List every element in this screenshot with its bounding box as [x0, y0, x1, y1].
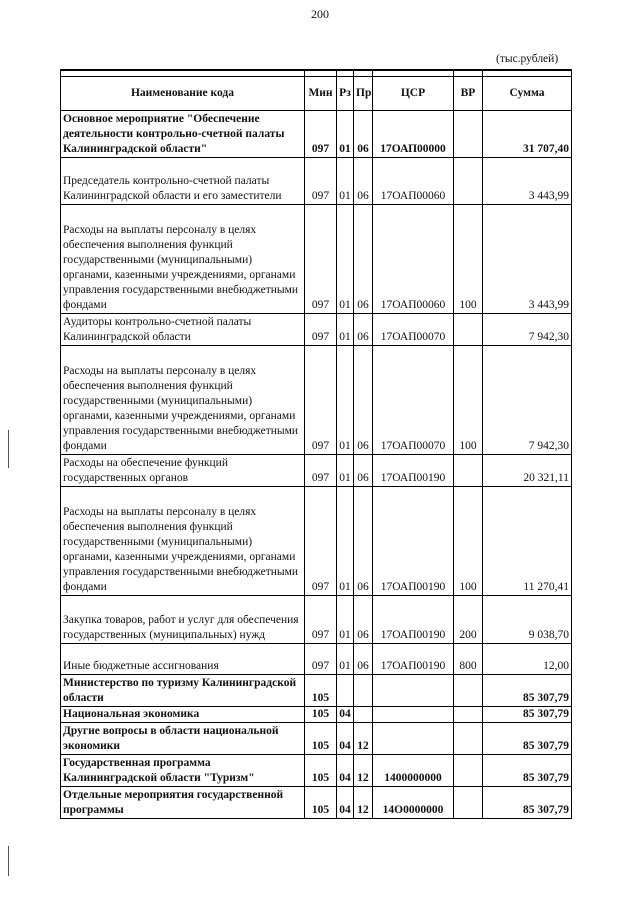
row-vr: [454, 755, 483, 787]
row-rz: [337, 675, 354, 707]
table-row: [61, 346, 572, 455]
row-csr: 17ОАП00000: [373, 111, 454, 158]
row-csr: 17ОАП00190: [373, 644, 454, 675]
table-row: [61, 644, 572, 675]
row-name: Отдельные мероприятия государственной программы: [61, 787, 305, 819]
row-pr: 12: [354, 723, 373, 755]
row-rz: 01: [337, 644, 354, 675]
row-rz: 01: [337, 346, 354, 455]
row-sum: 85 307,79: [483, 723, 572, 755]
row-min: 097: [305, 644, 337, 675]
row-vr: [454, 723, 483, 755]
row-rz: 04: [337, 707, 354, 723]
row-rz: 01: [337, 314, 354, 346]
row-pr: 06: [354, 205, 373, 314]
row-name: Национальная экономика: [61, 707, 305, 723]
row-csr: 17ОАП00060: [373, 158, 454, 205]
row-sum: 85 307,79: [483, 787, 572, 819]
row-sum: 12,00: [483, 644, 572, 675]
row-pr: 06: [354, 314, 373, 346]
row-pr: 06: [354, 158, 373, 205]
row-name: Иные бюджетные ассигнования: [61, 644, 305, 675]
table-row: [61, 455, 572, 487]
row-sum: 85 307,79: [483, 675, 572, 707]
row-pr: 06: [354, 455, 373, 487]
budget-table: [60, 69, 572, 819]
header-name: Наименование кода: [61, 77, 305, 111]
row-min: 097: [305, 314, 337, 346]
header-pr: Пр: [354, 77, 373, 111]
row-rz: 04: [337, 755, 354, 787]
row-csr: 17ОАП00070: [373, 346, 454, 455]
table-row: [61, 787, 572, 819]
header-sum: Сумма: [483, 77, 572, 111]
row-rz: 01: [337, 205, 354, 314]
row-sum: 20 321,11: [483, 455, 572, 487]
row-vr: 100: [454, 205, 483, 314]
row-csr: [373, 675, 454, 707]
row-pr: [354, 707, 373, 723]
row-csr: 17ОАП00060: [373, 205, 454, 314]
header-vr: ВР: [454, 77, 483, 111]
row-rz: 01: [337, 596, 354, 644]
row-vr: [454, 158, 483, 205]
page-number: 200: [311, 7, 329, 21]
row-csr: 17ОАП00190: [373, 487, 454, 596]
row-min: 097: [305, 455, 337, 487]
row-rz: 01: [337, 158, 354, 205]
row-pr: 06: [354, 596, 373, 644]
row-name: Расходы на выплаты персоналу в целях обеспечения выполнения функций государственными (муниципальными) органами, казенными учреждениями, органами управления государственными внебюджетными фондами: [61, 487, 305, 596]
row-vr: [454, 787, 483, 819]
row-name: Расходы на обеспечение функций государственных органов: [61, 455, 305, 487]
row-csr: [373, 723, 454, 755]
row-sum: 3 443,99: [483, 158, 572, 205]
row-name: Аудиторы контрольно-счетной палаты Калининградской области: [61, 314, 305, 346]
row-rz: 01: [337, 111, 354, 158]
header-csr: ЦСР: [373, 77, 454, 111]
row-min: 105: [305, 723, 337, 755]
row-name: Основное мероприятие "Обеспечение деятельности контрольно-счетной палаты Калининградской области": [61, 111, 305, 158]
row-vr: [454, 314, 483, 346]
table-row: [61, 755, 572, 787]
row-name: Другие вопросы в области национальной экономики: [61, 723, 305, 755]
row-rz: 04: [337, 723, 354, 755]
row-vr: 800: [454, 644, 483, 675]
row-name: Расходы на выплаты персоналу в целях обеспечения выполнения функций государственными (муниципальными) органами, казенными учреждениями, органами управления государственными внебюджетными фондами: [61, 346, 305, 455]
table-header-row: [61, 77, 572, 111]
table-row: [61, 111, 572, 158]
row-sum: 85 307,79: [483, 755, 572, 787]
row-csr: 17ОАП00070: [373, 314, 454, 346]
table-row: [61, 487, 572, 596]
row-pr: 06: [354, 111, 373, 158]
row-min: 097: [305, 205, 337, 314]
row-csr: 1400000000: [373, 755, 454, 787]
table-row: [61, 314, 572, 346]
left-margin-line: [8, 430, 9, 468]
row-min: 097: [305, 346, 337, 455]
table-row: [61, 205, 572, 314]
row-sum: 9 038,70: [483, 596, 572, 644]
row-csr: 17ОАП00190: [373, 596, 454, 644]
row-vr: 200: [454, 596, 483, 644]
row-csr: [373, 707, 454, 723]
row-min: 097: [305, 487, 337, 596]
row-vr: [454, 707, 483, 723]
row-rz: 04: [337, 787, 354, 819]
row-rz: 01: [337, 487, 354, 596]
row-sum: 3 443,99: [483, 205, 572, 314]
row-csr: 17ОАП00190: [373, 455, 454, 487]
row-name: Министерство по туризму Калининградской области: [61, 675, 305, 707]
row-rz: 01: [337, 455, 354, 487]
row-pr: 06: [354, 487, 373, 596]
row-min: 097: [305, 158, 337, 205]
row-min: 105: [305, 787, 337, 819]
row-pr: 12: [354, 755, 373, 787]
row-pr: 06: [354, 644, 373, 675]
row-min: 097: [305, 596, 337, 644]
row-min: 097: [305, 111, 337, 158]
row-min: 105: [305, 675, 337, 707]
row-name: Председатель контрольно-счетной палаты Калининградской области и его заместители: [61, 158, 305, 205]
table-row: [61, 596, 572, 644]
row-pr: 06: [354, 346, 373, 455]
row-pr: 12: [354, 787, 373, 819]
row-name: Расходы на выплаты персоналу в целях обеспечения выполнения функций государственными (муниципальными) органами, казенными учреждениями, органами управления государственными внебюджетными фондами: [61, 205, 305, 314]
row-sum: 85 307,79: [483, 707, 572, 723]
table-row: [61, 723, 572, 755]
row-vr: 100: [454, 487, 483, 596]
row-vr: 100: [454, 346, 483, 455]
table-row: [61, 158, 572, 205]
row-sum: 7 942,30: [483, 346, 572, 455]
row-sum: 11 270,41: [483, 487, 572, 596]
left-margin-line: [8, 846, 9, 876]
table-row: [61, 707, 572, 723]
row-sum: 31 707,40: [483, 111, 572, 158]
header-rz: Рз: [337, 77, 354, 111]
row-name: Государственная программа Калининградской области "Туризм": [61, 755, 305, 787]
row-pr: [354, 675, 373, 707]
row-min: 105: [305, 755, 337, 787]
row-name: Закупка товаров, работ и услуг для обеспечения государственных (муниципальных) нужд: [61, 596, 305, 644]
row-vr: [454, 455, 483, 487]
row-vr: [454, 111, 483, 158]
row-min: 105: [305, 707, 337, 723]
unit-label: (тыс.рублей): [496, 53, 559, 65]
row-csr: 14О0000000: [373, 787, 454, 819]
row-vr: [454, 675, 483, 707]
header-min: Мин: [305, 77, 337, 111]
table-row: [61, 675, 572, 707]
row-sum: 7 942,30: [483, 314, 572, 346]
